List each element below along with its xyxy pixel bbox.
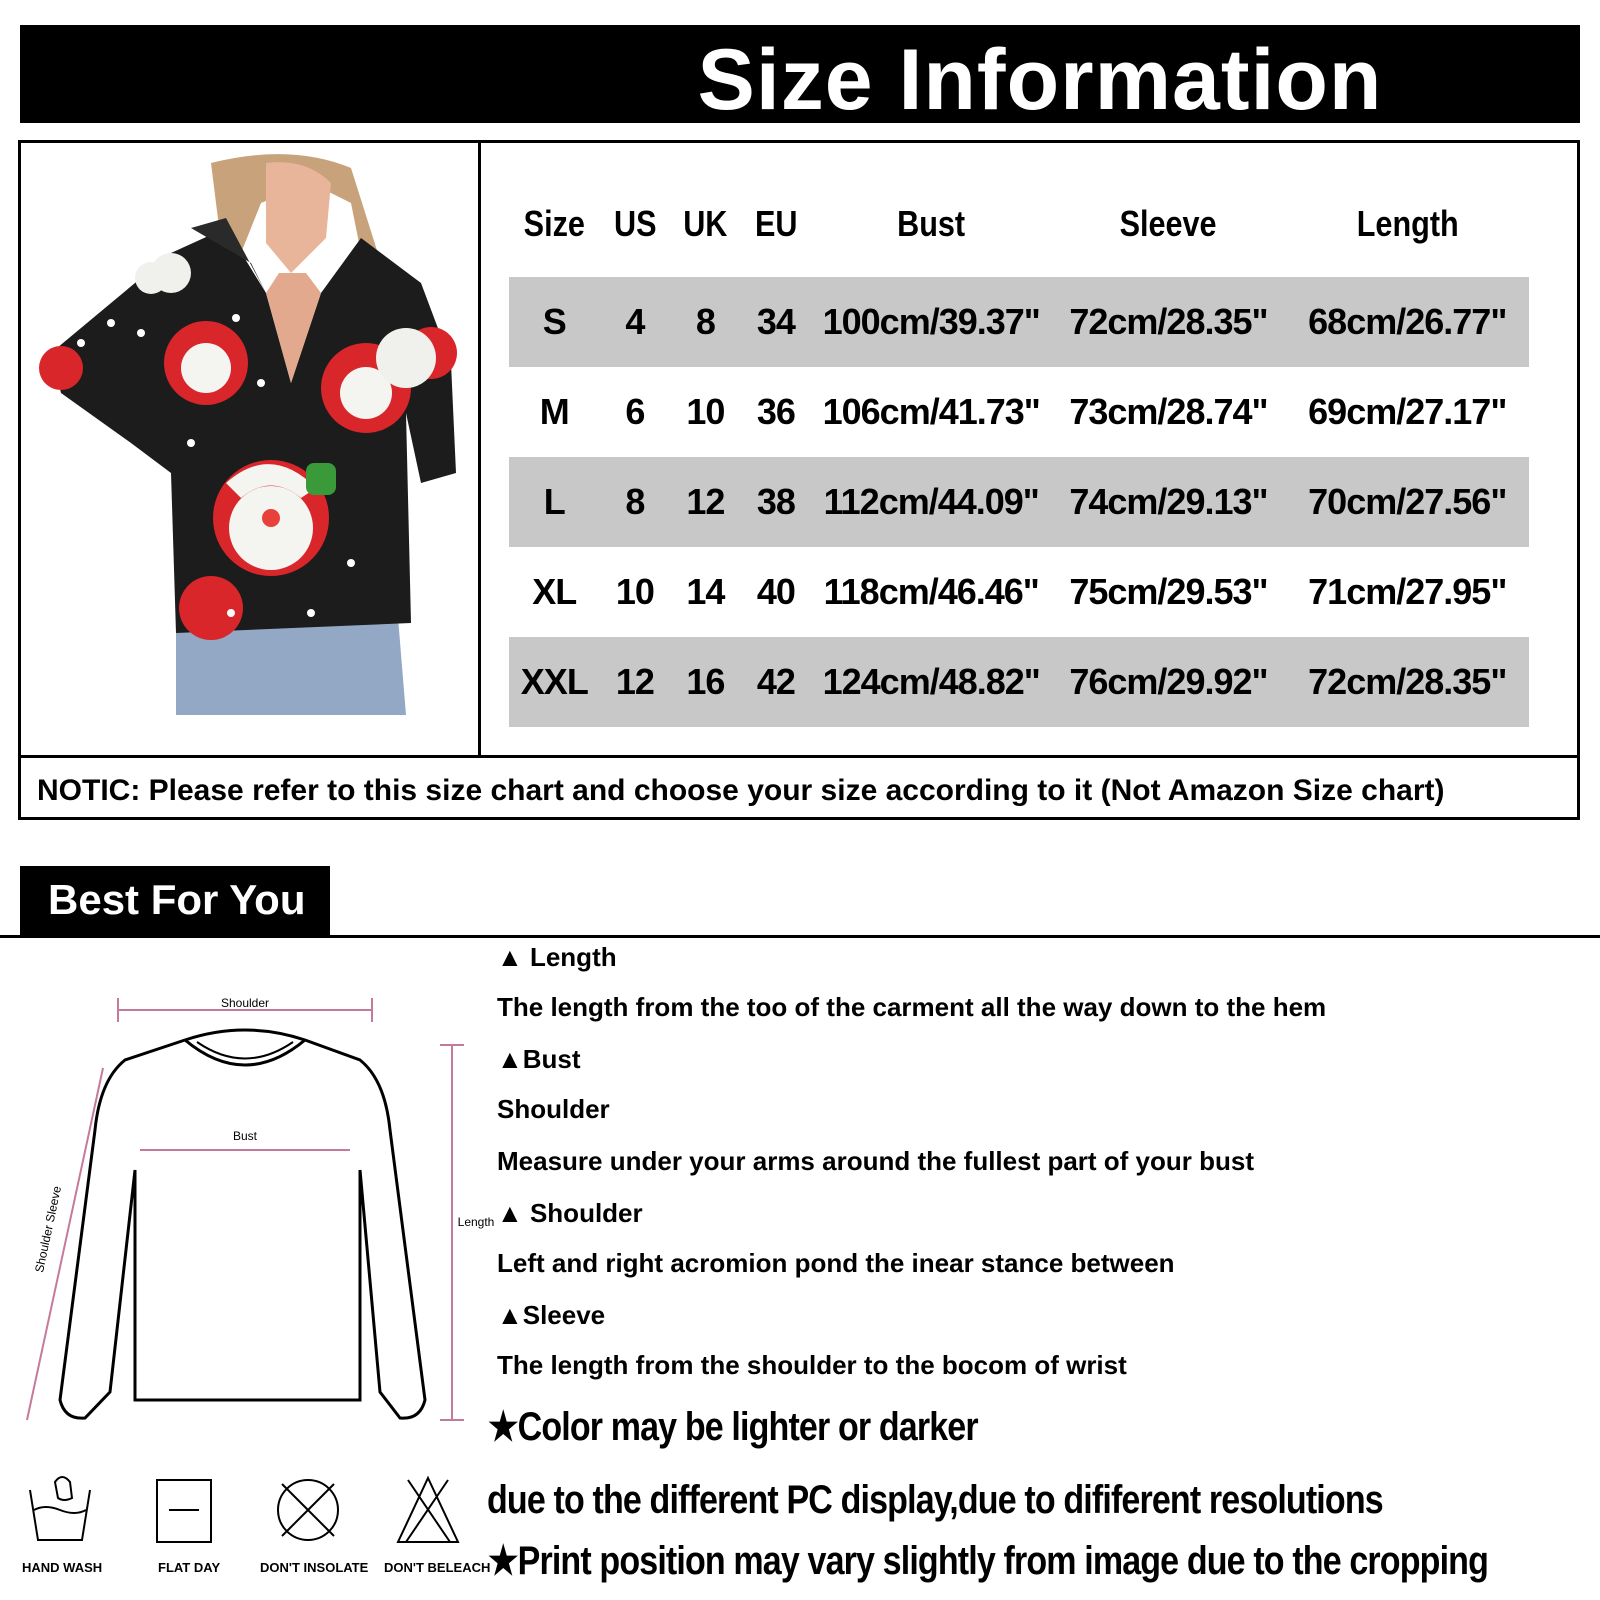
bust-label: Bust <box>232 1129 258 1143</box>
shoulder-label: Shoulder <box>220 996 270 1010</box>
table-cell: 42 <box>741 637 811 727</box>
column-header-us: US <box>613 203 657 244</box>
table-cell: 76cm/29.92" <box>1051 637 1285 727</box>
guide-length-heading: ▲ Length <box>497 942 617 972</box>
table-row <box>509 277 1529 367</box>
size-panel <box>18 140 1580 820</box>
best-for-you-heading: Best For You <box>48 876 306 923</box>
best-for-you-tab <box>20 866 330 936</box>
table-cell: 70cm/27.56" <box>1286 457 1529 547</box>
size-table-container <box>481 143 1577 755</box>
hand-wash-icon <box>0 1470 120 1550</box>
shoulder-sleeve-label: Shoulder Sleeve <box>32 1184 65 1274</box>
table-cell: 106cm/41.73" <box>822 391 1040 432</box>
column-header-bust: Bust <box>897 203 966 244</box>
column-header-length: Length <box>1356 203 1459 244</box>
table-cell: 71cm/27.95" <box>1308 571 1507 612</box>
notice-row <box>21 755 1577 817</box>
table-cell: 14 <box>686 571 725 612</box>
guide-bust-heading: ▲Bust <box>497 1044 581 1074</box>
guide-shoulder-heading: ▲ Shoulder <box>497 1198 643 1228</box>
table-row <box>509 367 1529 457</box>
table-cell: 74cm/29.13" <box>1051 457 1285 547</box>
table-row <box>509 457 1529 547</box>
table-cell: XL <box>532 571 577 612</box>
table-cell: 8 <box>600 457 670 547</box>
guide-shoulder-text: Left and right acromion pond the inear stance between <box>497 1248 1175 1278</box>
table-cell: L <box>509 457 600 547</box>
table-cell: M <box>539 391 569 432</box>
table-cell: 12 <box>670 457 741 547</box>
guide-sleeve-heading: ▲Sleeve <box>497 1300 606 1330</box>
guide-bust-text: Measure under your arms around the fullest part of your bust <box>497 1146 1255 1176</box>
guide-bust-subheading: Shoulder <box>497 1094 610 1124</box>
table-cell: 40 <box>756 571 795 612</box>
table-cell: 38 <box>741 457 811 547</box>
sweater-outline <box>60 1030 425 1418</box>
table-cell: 100cm/39.37" <box>811 277 1051 367</box>
care-label-dont-insolate: DON'T INSOLATE <box>260 1560 369 1575</box>
table-cell: 73cm/28.74" <box>1069 391 1268 432</box>
table-cell: 6 <box>625 391 645 432</box>
measurement-diagram <box>0 980 495 1450</box>
print-position-note: ★Print position may vary slightly from image due to the cropping <box>488 1539 1488 1583</box>
page-title: Size Information <box>697 32 1383 128</box>
table-cell: 75cm/29.53" <box>1069 571 1268 612</box>
product-photo <box>21 143 481 755</box>
table-cell: 124cm/48.82" <box>811 637 1051 727</box>
table-cell: 8 <box>670 277 741 367</box>
color-note-title: ★Color may be lighter or darker <box>488 1405 978 1449</box>
size-chart-table <box>509 171 1529 727</box>
table-cell: XXL <box>509 637 600 727</box>
table-cell: 4 <box>600 277 670 367</box>
guide-sleeve-text: The length from the shoulder to the bocom of wrist <box>497 1350 1127 1380</box>
table-cell: 10 <box>686 391 725 432</box>
table-cell: 112cm/44.09" <box>811 457 1051 547</box>
length-label: Length <box>457 1215 495 1229</box>
table-row <box>509 547 1529 637</box>
column-header-eu: EU <box>754 203 798 244</box>
table-cell: 72cm/28.35" <box>1051 277 1285 367</box>
model-wearing-sweater-image <box>21 143 478 755</box>
flat-dry-icon <box>124 1470 244 1550</box>
table-cell: S <box>509 277 600 367</box>
guide-length-text: The length from the too of the carment all the way down to the hem <box>497 992 1327 1022</box>
table-cell: 10 <box>615 571 654 612</box>
column-header-sleeve: Sleeve <box>1119 203 1217 244</box>
column-header-uk: UK <box>683 203 728 244</box>
table-row <box>509 637 1529 727</box>
table-header-row <box>509 171 1529 277</box>
table-cell: 12 <box>600 637 670 727</box>
table-cell: 69cm/27.17" <box>1308 391 1507 432</box>
column-header-size: Size <box>523 203 585 244</box>
title-bar <box>20 25 1580 128</box>
care-label-flat-dry: FLAT DAY <box>158 1560 221 1575</box>
table-cell: 34 <box>741 277 811 367</box>
table-cell: 72cm/28.35" <box>1286 637 1529 727</box>
care-label-hand-wash: HAND WASH <box>22 1560 103 1575</box>
section-divider <box>0 935 1600 938</box>
table-cell: 118cm/46.46" <box>823 571 1039 612</box>
table-cell: 36 <box>756 391 795 432</box>
notice-text: NOTIC: Please refer to this size chart and choose your size according to it (Not Amazon Size chart) <box>37 774 1445 807</box>
table-cell: 68cm/26.77" <box>1286 277 1529 367</box>
dont-bleach-icon <box>368 1470 488 1550</box>
color-note-detail: due to the different PC display,due to dififerent resolutions <box>487 1478 1383 1522</box>
care-label-dont-bleach: DON'T BELEACH <box>384 1560 491 1575</box>
table-cell: 16 <box>670 637 741 727</box>
dont-insolate-icon <box>248 1470 368 1550</box>
